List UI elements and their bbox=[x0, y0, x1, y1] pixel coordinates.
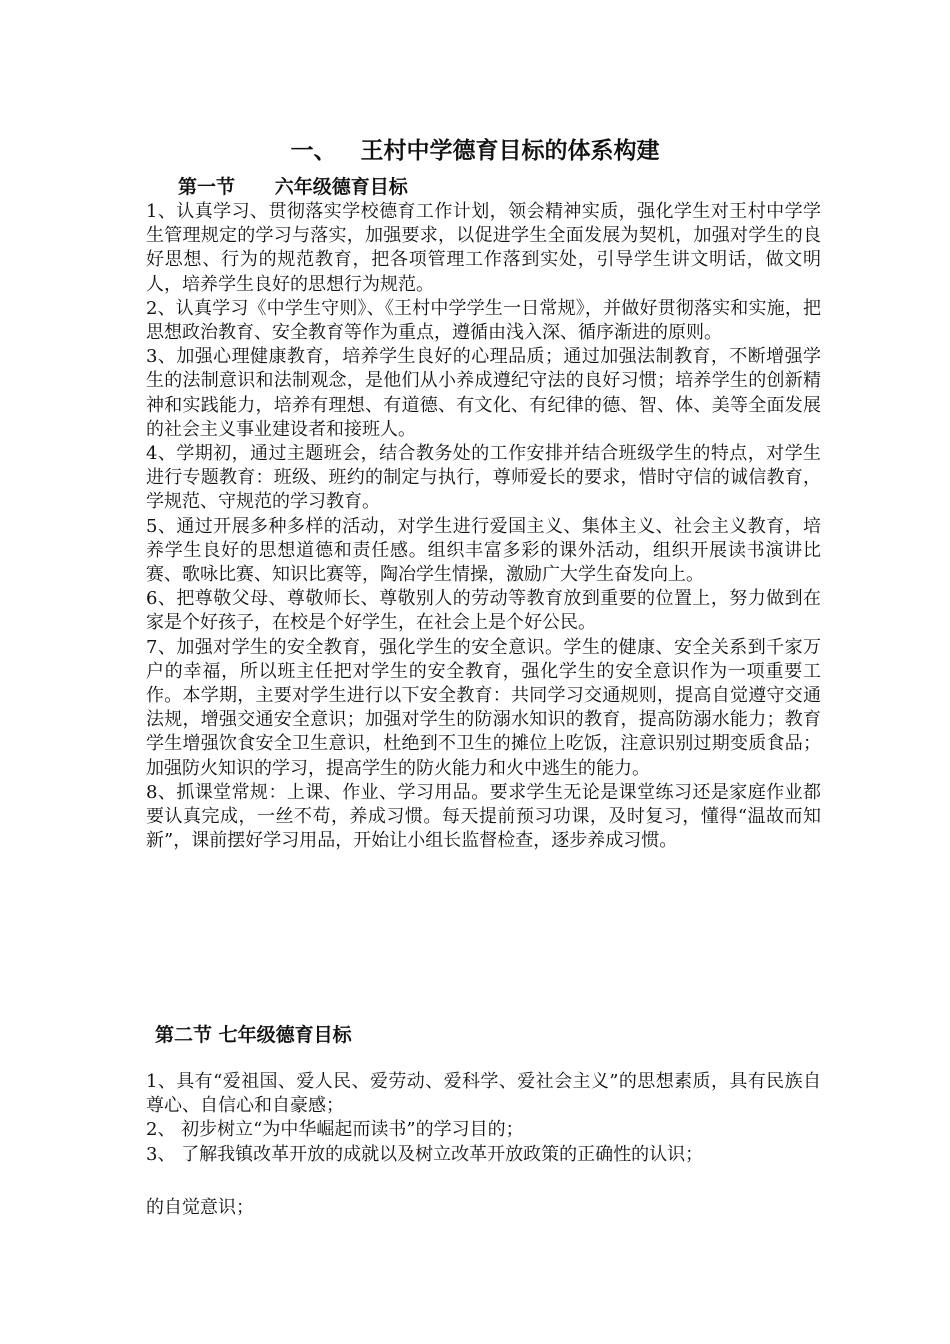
paragraph-item: 6、把尊敬父母、尊敬师长、尊敬别人的劳动等教育放到重要的位置上，努力做到在家是个好孩子，在校是个好学生，在社会上是个好公民。 bbox=[146, 588, 821, 634]
paragraph-item: 4、学期初，通过主题班会，结合教务处的工作安排并结合班级学生的特点，对学生进行专题教育：班级、班约的制定与执行，尊师爱长的要求，惜时守信的诚信教育，学规范、守规范的学习教育。 bbox=[146, 443, 821, 513]
paragraph-item: 3、加强心理健康教育，培养学生良好的心理品质；通过加强法制教育，不断增强学生的法制意识和法制观念，是他们从小养成遵纪守法的良好习惯；培养学生的创新精神和实践能力，培养有理想、有道德、有文化、有纪律的德、智、体、美等全面发展的社会主义事业建设者和接班人。 bbox=[146, 346, 821, 440]
paragraph-item: 2、认真学习《中学生守则》、《王村中学学生一日常规》，并做好贯彻落实和实施，把思想政治教育、安全教育等作为重点，遵循由浅入深、循序渐进的原则。 bbox=[146, 297, 821, 344]
paragraph-item: 7、加强对学生的安全教育，强化学生的安全意识。学生的健康、安全关系到千家万户的幸福，所以班主任把对学生的安全教育，强化学生的安全意识作为一项重要工作。本学期，主要对学生进行以下安全教育：共同学习交通规则，提高自觉遵守交通法规，增强交通安全意识；加强对学生的防溺水知识的教育，提高防溺水能力；教育学生增强饮食安全卫生意识，杜绝到不卫生的摊位上吃饭，注意识别过期变质食品；加强防火知识的学习，提高学生的防火能力和火中逃生的能力。 bbox=[146, 636, 821, 779]
section-heading-grade7: 第二节 七年级德育目标 bbox=[155, 1024, 352, 1046]
paragraph-item: 3、 了解我镇改革开放的成就以及树立改革开放政策的正确性的认识； bbox=[146, 1143, 704, 1165]
paragraph-item: 1、认真学习、贯彻落实学校德育工作计划，领会精神实质，强化学生对王村中学学生管理规定的学习与落实，加强要求，以促进学生全面发展为契机，加强对学生的良好思想、行为的规范教育，把各项管理工作落到实处，引导学生讲文明话，做文明人，培养学生良好的思想行为规范。 bbox=[146, 201, 821, 295]
paragraph-item: 2、 初步树立“为中华崛起而读书”的学习目的； bbox=[146, 1119, 524, 1141]
trailing-text: 的自觉意识； bbox=[146, 1197, 254, 1218]
section-heading-grade6: 第一节 六年级德育目标 bbox=[178, 176, 408, 198]
section-body-grade7 bbox=[146, 1070, 821, 1167]
page-title: 一、 王村中学德育目标的体系构建 bbox=[290, 138, 660, 164]
paragraph-item: 8、抓课堂常规：上课、作业、学习用品。要求学生无论是课堂练习还是家庭作业都要认真完成，一丝不苟，养成习惯。每天提前预习功课，及时复习，懂得“温故而知新”，课前摆好学习用品，开始让小组长监督检查，逐步养成习惯。 bbox=[146, 781, 821, 852]
paragraph-item: 5、通过开展多种多样的活动，对学生进行爱国主义、集体主义、社会主义教育，培养学生良好的思想道德和责任感。组织丰富多彩的课外活动，组织开展读书演讲比赛、歌咏比赛、知识比赛等，陶冶学生情操，激励广大学生奋发向上。 bbox=[146, 515, 821, 586]
paragraph-item: 1、具有“爱祖国、爱人民、爱劳动、爱科学、爱社会主义”的思想素质，具有民族自尊心、自信心和自豪感； bbox=[146, 1071, 821, 1117]
section-body-grade6 bbox=[146, 200, 821, 853]
